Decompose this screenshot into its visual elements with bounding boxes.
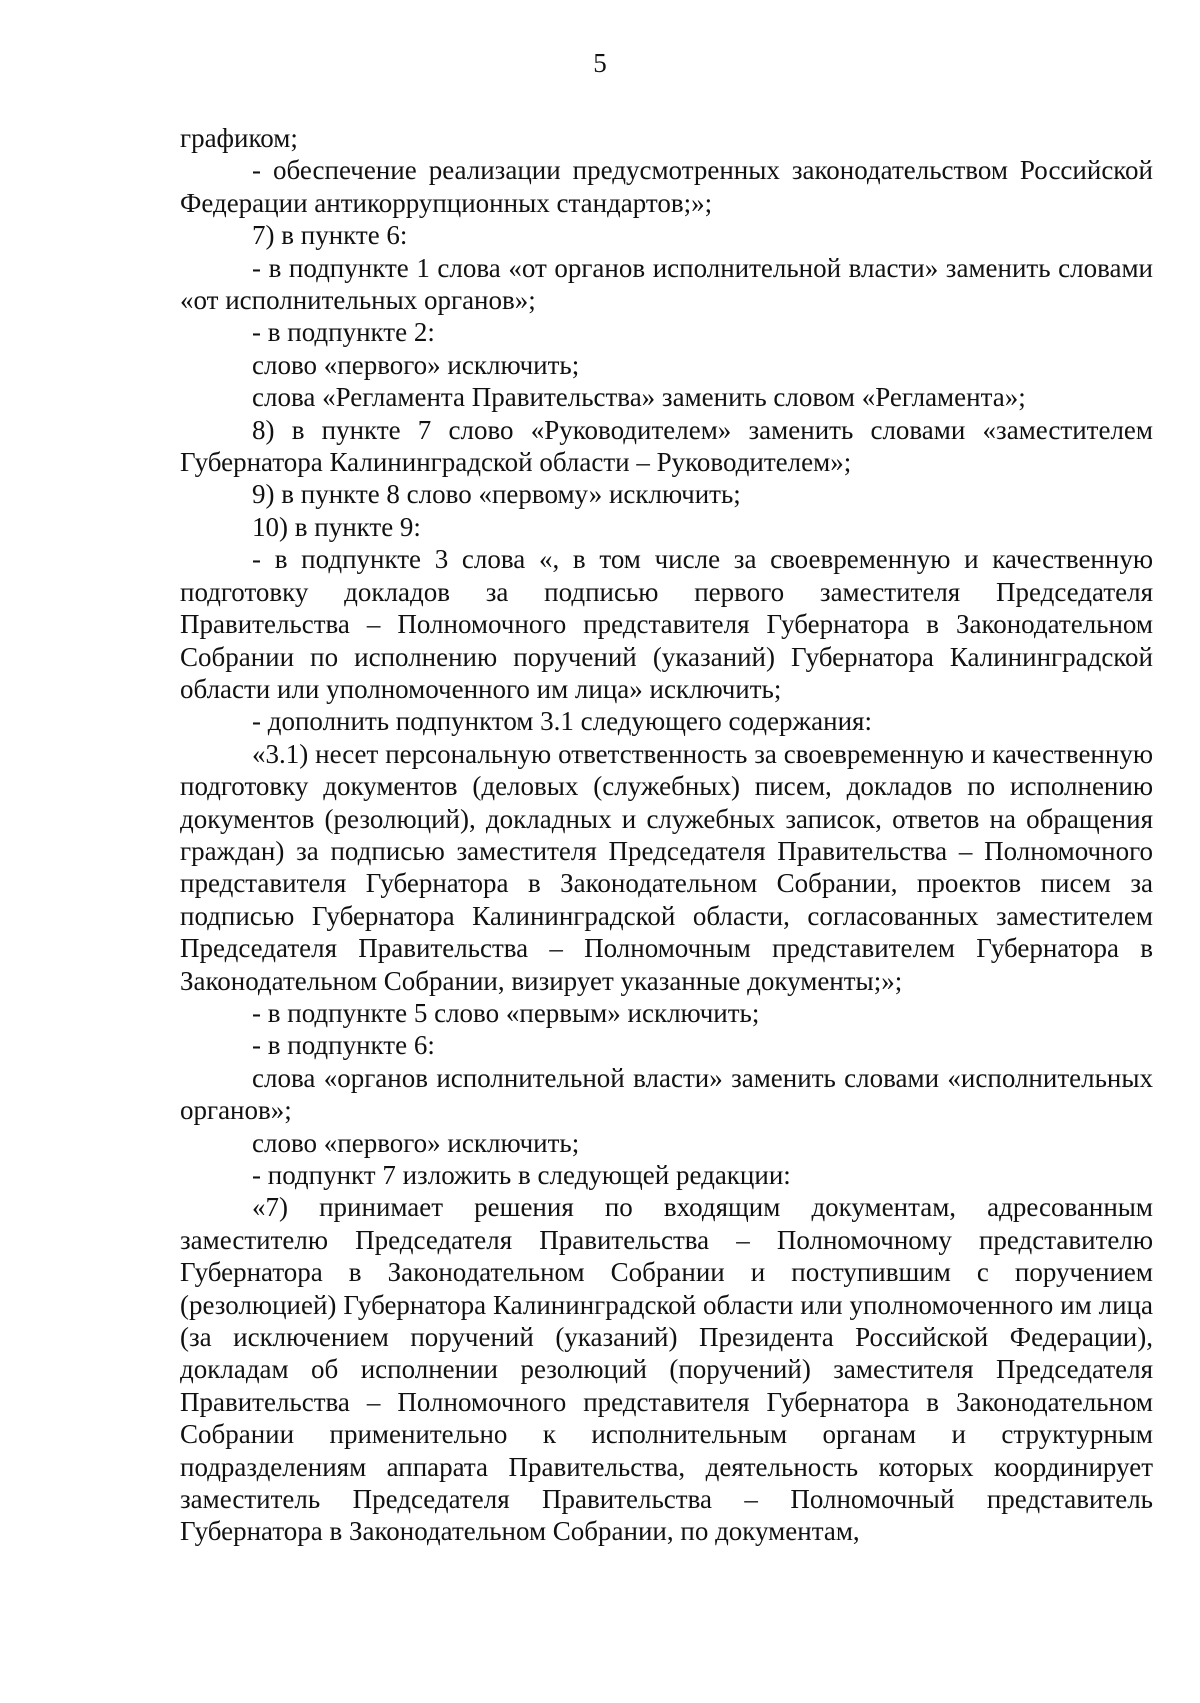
document-body: [180, 122, 1153, 1548]
paragraph: «7) принимает решения по входящим документам, адресованным заместителю Председателя Правительства – Полномочному представителю Губернатора в Законодательном Собрании и поступившим с поручением (резолюцией) Губернатора Калининградской области или уполномоченного им лица (за исключением поручений (указаний) Президента Российской Федерации), докладам об исполнении резолюций (поручений) заместителя Председателя Правительства – Полномочного представителя Губернатора в Законодательном Собрании применительно к исполнительным органам и структурным подразделениям аппарата Правительства, деятельность которых координирует заместитель Председателя Правительства – Полномочный представитель Губернатора в Законодательном Собрании, по документам,: [180, 1192, 1153, 1547]
paragraph: слово «первого» исключить;: [252, 1127, 580, 1158]
paragraph: слово «первого» исключить;: [252, 349, 580, 380]
paragraph: - в подпункте 3 слова «, в том числе за своевременную и качественную подготовку докладов за подписью первого заместителя Председателя Правительства – Полномочного представителя Губернатора в Законодательном Собрании по исполнению поручений (указаний) Губернатора Калининградской области или уполномоченного им лица» исключить;: [180, 544, 1153, 704]
paragraph: - в подпункте 6:: [252, 1030, 435, 1061]
paragraph: слова «Регламента Правительства» заменить словом «Регламента»;: [252, 382, 1026, 413]
paragraph: - в подпункте 1 слова «от органов исполнительной власти» заменить словами «от исполнительных органов»;: [180, 252, 1153, 316]
paragraph: - обеспечение реализации предусмотренных законодательством Российской Федерации антикоррупционных стандартов;»;: [180, 155, 1153, 218]
paragraph: графиком;: [180, 123, 298, 153]
paragraph: - в подпункте 2:: [252, 317, 435, 348]
paragraph: «3.1) несет персональную ответственность за своевременную и качественную подготовку документов (деловых (служебных) писем, докладов по исполнению документов (резолюций), докладных и служебных записок, ответов на обращения граждан) за подписью заместителя Председателя Правительства – Полномочного представителя Губернатора в Законодательном Собрании, проектов писем за подписью Губернатора Калининградской области, согласованных заместителем Председателя Правительства – Полномочным представителем Губернатора в Законодательном Собрании, визирует указанные документы;»;: [180, 738, 1153, 996]
paragraph: - дополнить подпунктом 3.1 следующего содержания:: [252, 706, 872, 737]
page-number: 5: [593, 48, 607, 78]
paragraph: слова «органов исполнительной власти» заменить словами «исполнительных органов»;: [180, 1062, 1153, 1126]
paragraph: - в подпункте 5 слово «первым» исключить;: [252, 997, 760, 1028]
paragraph: - подпункт 7 изложить в следующей редакции:: [252, 1160, 791, 1190]
paragraph: 7) в пункте 6:: [252, 220, 408, 251]
paragraph: 8) в пункте 7 слово «Руководителем» заменить словами «заместителем Губернатора Калининградской области – Руководителем»;: [180, 414, 1153, 478]
paragraph: 9) в пункте 8 слово «первому» исключить;: [252, 479, 741, 510]
paragraph: 10) в пункте 9:: [252, 511, 421, 542]
